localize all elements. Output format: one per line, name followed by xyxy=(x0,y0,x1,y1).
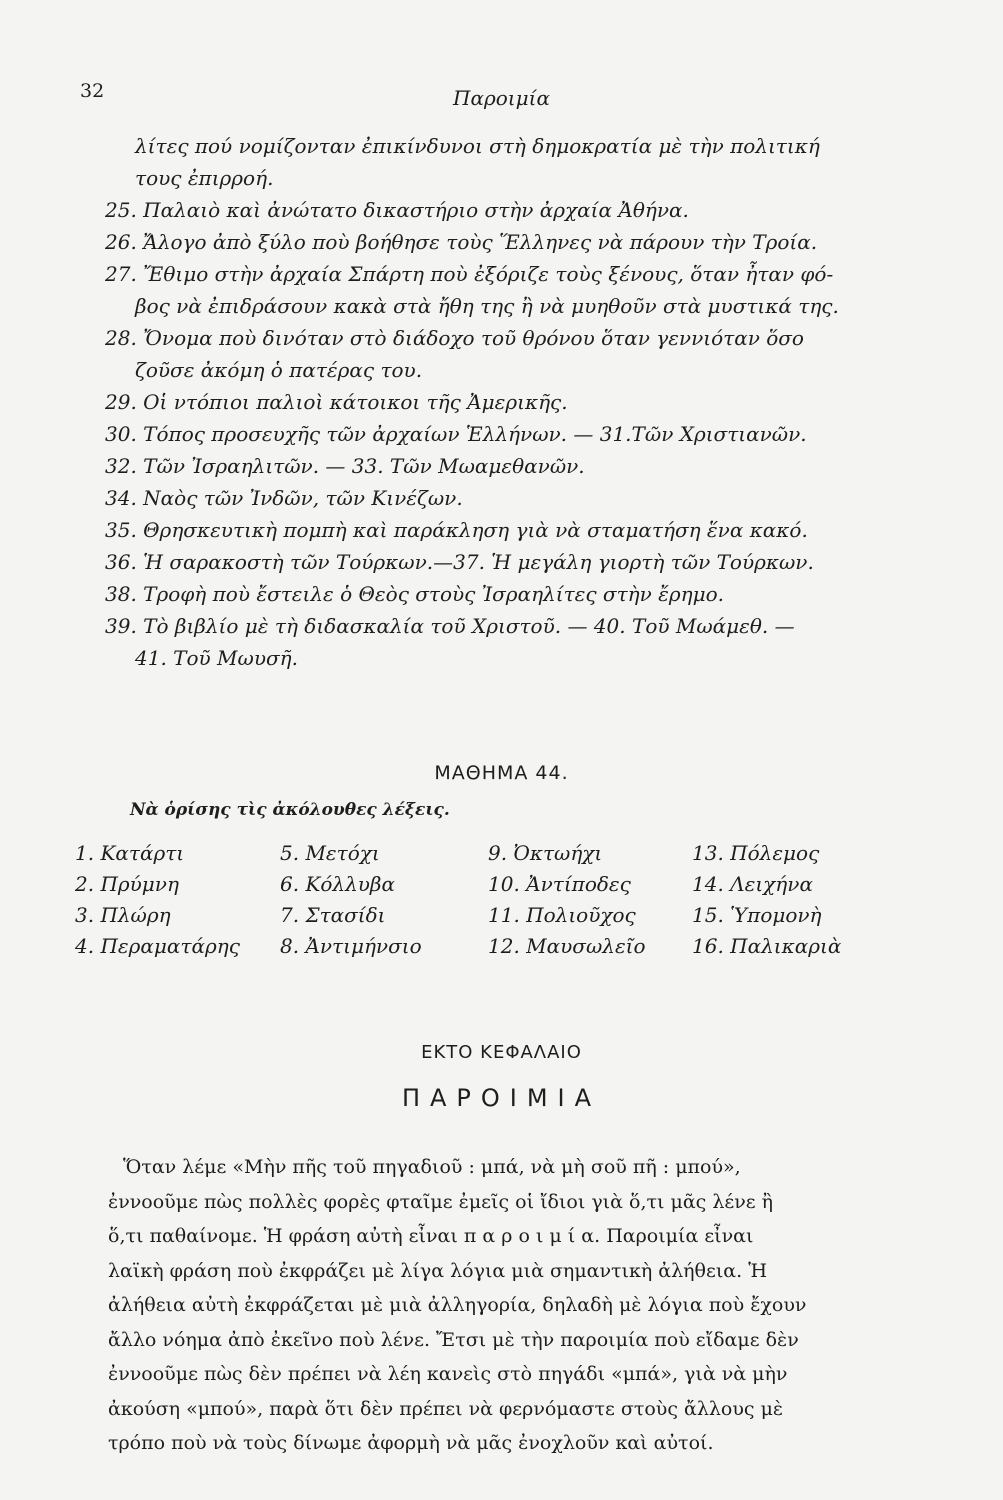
body-line: ἀκούση «μπού», παρὰ ὅτι δὲν πρέπει νὰ φερνόμαστε στοὺς ἄλλους μὲ xyxy=(108,1397,784,1420)
body-line: ὅ,τι παθαίνομε. Ἡ φράση αὐτὴ εἶναι π α ρ ο ι μ ί α. Παροιμία εἶναι xyxy=(108,1225,754,1247)
glossary-line: 34. Ναὸς τῶν Ἰνδῶν, τῶν Κινέζων. xyxy=(105,486,463,510)
word-item: 12. Μαυσωλεῖο xyxy=(488,934,646,958)
glossary-line: 25. Παλαιὸ καὶ ἀνώτατο δικαστήριο στὴν ἀρχαία Ἀθήνα. xyxy=(105,198,689,222)
body-line: ἐννοοῦμε πὼς πολλὲς φορὲς φταῖμε ἐμεῖς οἱ ἴδιοι γιὰ ὅ,τι μᾶς λένε ἢ xyxy=(108,1190,774,1213)
glossary-line: 39. Τὸ βιβλίο μὲ τὴ διδασκαλία τοῦ Χριστοῦ. — 40. Τοῦ Μωάμεθ. — xyxy=(105,614,795,638)
word-item: 14. Λειχήνα xyxy=(692,872,813,896)
word-item: 16. Παλικαριὰ xyxy=(692,934,842,958)
glossary-line: 32. Τῶν Ἰσραηλιτῶν. — 33. Τῶν Μωαμεθανῶν. xyxy=(105,454,585,478)
body-line: ἄλλο νόημα ἀπὸ ἐκεῖνο ποὺ λένε. Ἔτσι μὲ τὴν παροιμία ποὺ εἴδαμε δὲν xyxy=(108,1328,799,1351)
body-line: ἐννοοῦμε πὼς δὲν πρέπει νὰ λέη κανεὶς στὸ πηγάδι «μπά», γιὰ νὰ μὴν xyxy=(108,1363,788,1385)
glossary-line: 36. Ἡ σαρακοστὴ τῶν Τούρκων.—37. Ἡ μεγάλη γιορτὴ τῶν Τούρκων. xyxy=(105,550,814,574)
word-item: 11. Πολιοῦχος xyxy=(488,903,636,927)
word-item: 3. Πλώρη xyxy=(75,903,171,927)
body-line: Ὅταν λέμε «Μὴν πῆς τοῦ πηγαδιοῦ : μπά, νὰ μὴ σοῦ πῆ : μπού», xyxy=(123,1156,741,1178)
glossary-line: 29. Οἱ ντόπιοι παλιοὶ κάτοικοι τῆς Ἀμερικῆς. xyxy=(105,390,568,414)
word-item: 1. Κατάρτι xyxy=(75,841,185,865)
body-line: λαϊκὴ φράση ποὺ ἐκφράζει μὲ λίγα λόγια μιὰ σημαντικὴ ἀλήθεια. Ἡ xyxy=(108,1259,768,1282)
glossary-line: τους ἐπιρροή. xyxy=(135,166,274,190)
glossary-list xyxy=(105,130,925,674)
glossary-line: 28. Ὄνομα ποὺ δινόταν στὸ διάδοχο τοῦ θρόνου ὅταν γεννιόταν ὅσο xyxy=(105,326,804,350)
glossary-line: 41. Τοῦ Μωυσῆ. xyxy=(135,646,298,670)
body-paragraph xyxy=(108,1150,898,1461)
word-column xyxy=(75,838,240,962)
word-column xyxy=(280,838,422,962)
glossary-line: βος νὰ ἐπιδράσουν κακὰ στὰ ἤθη της ἢ νὰ μυηθοῦν στὰ μυστικά της. xyxy=(135,294,839,318)
word-item: 15. Ὑπομονὴ xyxy=(692,903,822,927)
word-item: 2. Πρύμνη xyxy=(75,872,179,896)
body-line: ἀλήθεια αὐτὴ ἐκφράζεται μὲ μιὰ ἀλληγορία, δηλαδὴ μὲ λόγια ποὺ ἔχουν xyxy=(108,1294,807,1316)
word-column xyxy=(692,838,841,962)
glossary-line: 30. Τόπος προσευχῆς τῶν ἀρχαίων Ἑλλήνων. — 31.Τῶν Χριστιανῶν. xyxy=(105,422,807,446)
glossary-line: 26. Ἄλογο ἀπὸ ξύλο ποὺ βοήθησε τοὺς Ἕλληνες νὰ πάρουν τὴν Τροία. xyxy=(105,230,818,254)
body-line: τρόπο ποὺ νὰ τοὺς δίνωμε ἀφορμὴ νὰ μᾶς ἐνοχλοῦν καὶ αὐτοί. xyxy=(108,1432,714,1454)
lesson-instruction: Νὰ ὁρίσης τὶς ἀκόλουθες λέξεις. xyxy=(130,800,450,820)
lesson-title: ΜΑΘΗΜΑ 44. xyxy=(434,762,569,784)
word-item: 5. Μετόχι xyxy=(280,841,380,865)
word-item: 9. Ὀκτωήχι xyxy=(488,841,603,865)
glossary-line: 27. Ἔθιμο στὴν ἀρχαία Σπάρτη ποὺ ἐξόριζε τοὺς ξένους, ὅταν ἦταν φό- xyxy=(105,262,834,286)
page-number: 32 xyxy=(80,80,105,102)
chapter-title: ΠΑΡΟΙΜΙΑ xyxy=(401,1084,602,1112)
word-item: 7. Στασίδι xyxy=(280,903,386,927)
glossary-line: 38. Τροφὴ ποὺ ἔστειλε ὁ Θεὸς στοὺς Ἰσραηλίτες στὴν ἔρημο. xyxy=(105,582,725,606)
word-item: 10. Ἀντίποδες xyxy=(488,872,631,896)
chapter-label: ΕΚΤΟ ΚΕΦΑΛΑΙΟ xyxy=(421,1042,582,1063)
running-title: Παροιμία xyxy=(453,86,550,110)
word-column xyxy=(488,838,646,962)
word-item: 13. Πόλεμος xyxy=(692,841,820,865)
glossary-line: ζοῦσε ἀκόμη ὁ πατέρας του. xyxy=(135,358,423,382)
glossary-line: λίτες πού νομίζονταν ἐπικίνδυνοι στὴ δημοκρατία μὲ τὴν πολιτική xyxy=(135,134,820,158)
word-item: 6. Κόλλυβα xyxy=(280,872,395,896)
word-item: 4. Περαματάρης xyxy=(75,934,240,958)
glossary-line: 35. Θρησκευτικὴ πομπὴ καὶ παράκληση γιὰ νὰ σταματήση ἕνα κακό. xyxy=(105,518,808,542)
word-item: 8. Ἀντιμήνσιο xyxy=(280,934,422,958)
